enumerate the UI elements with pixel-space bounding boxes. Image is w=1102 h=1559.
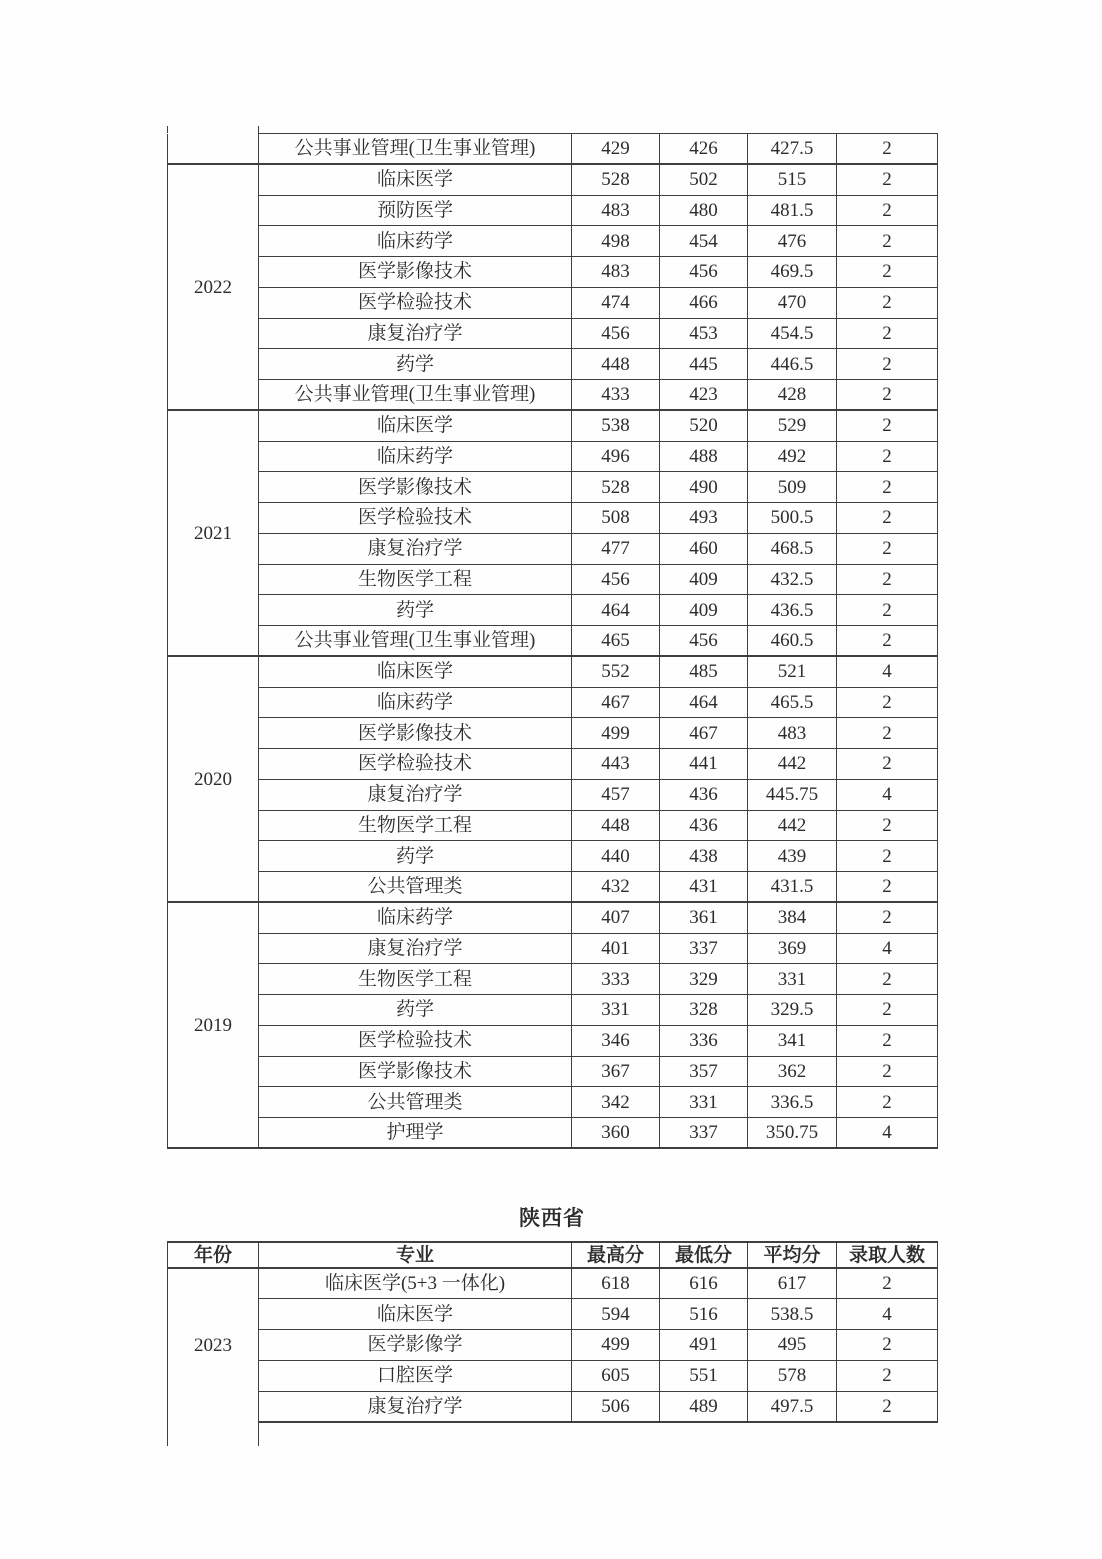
major-cell: 康复治疗学	[259, 1391, 572, 1422]
admit-count-cell: 2	[837, 472, 938, 503]
avg-score-cell: 428	[748, 380, 837, 411]
min-score-cell: 409	[660, 564, 748, 595]
min-score-cell: 460	[660, 533, 748, 564]
min-score-cell: 426	[660, 134, 748, 165]
major-cell: 康复治疗学	[259, 779, 572, 810]
avg-score-cell: 492	[748, 441, 837, 472]
min-score-cell: 453	[660, 318, 748, 349]
avg-score-cell: 578	[748, 1360, 837, 1391]
table-row	[168, 810, 938, 841]
year-cell	[168, 134, 259, 165]
table-row	[168, 226, 938, 257]
avg-score-cell: 497.5	[748, 1391, 837, 1422]
admit-count-cell: 2	[837, 533, 938, 564]
max-score-cell: 367	[572, 1056, 660, 1087]
max-score-cell: 429	[572, 134, 660, 165]
admit-count-cell: 2	[837, 902, 938, 933]
admit-count-cell: 2	[837, 318, 938, 349]
column-header: 年份	[168, 1242, 259, 1268]
avg-score-cell: 468.5	[748, 533, 837, 564]
admit-count-cell: 2	[837, 410, 938, 441]
max-score-cell: 465	[572, 626, 660, 657]
major-cell: 临床医学(5+3 一体化)	[259, 1268, 572, 1299]
avg-score-cell: 329.5	[748, 995, 837, 1026]
admit-count-cell: 2	[837, 964, 938, 995]
admit-count-cell: 2	[837, 1087, 938, 1118]
admit-count-cell: 4	[837, 779, 938, 810]
table-row	[168, 841, 938, 872]
max-score-cell: 474	[572, 287, 660, 318]
avg-score-cell: 436.5	[748, 595, 837, 626]
min-score-cell: 454	[660, 226, 748, 257]
admit-count-cell: 2	[837, 1268, 938, 1299]
min-score-cell: 490	[660, 472, 748, 503]
avg-score-cell: 495	[748, 1330, 837, 1361]
major-cell: 药学	[259, 349, 572, 380]
table-row	[168, 134, 938, 165]
min-score-cell: 480	[660, 195, 748, 226]
max-score-cell: 483	[572, 257, 660, 288]
max-score-cell: 433	[572, 380, 660, 411]
table-row	[168, 995, 938, 1026]
max-score-cell: 552	[572, 656, 660, 687]
max-score-cell: 360	[572, 1118, 660, 1149]
table-row	[168, 472, 938, 503]
table-body	[168, 1268, 938, 1422]
year-column-continuation-line	[167, 126, 168, 133]
max-score-cell: 440	[572, 841, 660, 872]
min-score-cell: 361	[660, 902, 748, 933]
max-score-cell: 456	[572, 318, 660, 349]
table-row	[168, 164, 938, 195]
avg-score-cell: 431.5	[748, 872, 837, 903]
table-row	[168, 380, 938, 411]
max-score-cell: 594	[572, 1299, 660, 1330]
admit-count-cell: 2	[837, 257, 938, 288]
avg-score-cell: 362	[748, 1056, 837, 1087]
year-cell: 2021	[168, 410, 259, 656]
year-cell: 2019	[168, 902, 259, 1148]
admit-count-cell: 2	[837, 1025, 938, 1056]
avg-score-cell: 470	[748, 287, 837, 318]
table-row	[168, 257, 938, 288]
avg-score-cell: 442	[748, 810, 837, 841]
major-cell: 公共事业管理(卫生事业管理)	[259, 380, 572, 411]
major-cell: 医学影像技术	[259, 257, 572, 288]
major-cell: 临床医学	[259, 164, 572, 195]
max-score-cell: 496	[572, 441, 660, 472]
table-row	[168, 779, 938, 810]
avg-score-cell: 460.5	[748, 626, 837, 657]
avg-score-cell: 521	[748, 656, 837, 687]
max-score-cell: 467	[572, 687, 660, 718]
major-cell: 医学影像学	[259, 1330, 572, 1361]
min-score-cell: 489	[660, 1391, 748, 1422]
admit-count-cell: 2	[837, 626, 938, 657]
min-score-cell: 336	[660, 1025, 748, 1056]
max-score-cell: 528	[572, 472, 660, 503]
admit-count-cell: 2	[837, 718, 938, 749]
max-score-cell: 346	[572, 1025, 660, 1056]
max-score-cell: 477	[572, 533, 660, 564]
admit-count-cell: 2	[837, 564, 938, 595]
avg-score-cell: 509	[748, 472, 837, 503]
min-score-cell: 467	[660, 718, 748, 749]
major-cell: 康复治疗学	[259, 318, 572, 349]
admit-count-cell: 2	[837, 1330, 938, 1361]
min-score-cell: 493	[660, 503, 748, 534]
major-cell: 药学	[259, 995, 572, 1026]
table-row	[168, 1330, 938, 1361]
min-score-cell: 423	[660, 380, 748, 411]
admit-count-cell: 2	[837, 841, 938, 872]
avg-score-cell: 446.5	[748, 349, 837, 380]
major-cell: 药学	[259, 841, 572, 872]
section-title: 陕西省	[519, 1206, 585, 1230]
min-score-cell: 488	[660, 441, 748, 472]
major-cell: 护理学	[259, 1118, 572, 1149]
avg-score-cell: 454.5	[748, 318, 837, 349]
table-row	[168, 287, 938, 318]
avg-score-cell: 500.5	[748, 503, 837, 534]
major-cell: 口腔医学	[259, 1360, 572, 1391]
major-cell: 临床医学	[259, 1299, 572, 1330]
major-cell: 临床药学	[259, 902, 572, 933]
column-header: 平均分	[748, 1242, 837, 1268]
max-score-cell: 331	[572, 995, 660, 1026]
major-cell: 公共事业管理(卫生事业管理)	[259, 134, 572, 165]
major-cell: 医学检验技术	[259, 503, 572, 534]
major-cell: 预防医学	[259, 195, 572, 226]
year-cell: 2023	[168, 1268, 259, 1422]
table-row	[168, 503, 938, 534]
major-cell: 康复治疗学	[259, 933, 572, 964]
min-score-cell: 464	[660, 687, 748, 718]
table-header	[168, 1242, 938, 1268]
table-row	[168, 195, 938, 226]
major-cell: 公共管理类	[259, 872, 572, 903]
avg-score-cell: 341	[748, 1025, 837, 1056]
avg-score-cell: 427.5	[748, 134, 837, 165]
column-header: 录取人数	[837, 1242, 938, 1268]
major-cell: 临床药学	[259, 441, 572, 472]
max-score-cell: 605	[572, 1360, 660, 1391]
table-row	[168, 626, 938, 657]
avg-score-cell: 476	[748, 226, 837, 257]
max-score-cell: 499	[572, 1330, 660, 1361]
max-score-cell: 499	[572, 718, 660, 749]
admit-count-cell: 2	[837, 349, 938, 380]
max-score-cell: 342	[572, 1087, 660, 1118]
min-score-cell: 456	[660, 257, 748, 288]
min-score-cell: 436	[660, 810, 748, 841]
major-cell: 医学影像技术	[259, 718, 572, 749]
major-cell: 生物医学工程	[259, 810, 572, 841]
max-score-cell: 528	[572, 164, 660, 195]
min-score-cell: 616	[660, 1268, 748, 1299]
admit-count-cell: 2	[837, 810, 938, 841]
table-row	[168, 318, 938, 349]
min-score-cell: 328	[660, 995, 748, 1026]
table-row	[168, 872, 938, 903]
avg-score-cell: 331	[748, 964, 837, 995]
min-score-cell: 491	[660, 1330, 748, 1361]
major-cell: 康复治疗学	[259, 533, 572, 564]
major-cell: 公共管理类	[259, 1087, 572, 1118]
admit-count-cell: 2	[837, 164, 938, 195]
max-score-cell: 333	[572, 964, 660, 995]
max-score-cell: 464	[572, 595, 660, 626]
min-score-cell: 337	[660, 933, 748, 964]
max-score-cell: 508	[572, 503, 660, 534]
table-row	[168, 441, 938, 472]
admit-count-cell: 4	[837, 1299, 938, 1330]
max-score-cell: 448	[572, 810, 660, 841]
year-column-continuation-line	[258, 126, 259, 133]
table-row	[168, 533, 938, 564]
avg-score-cell: 529	[748, 410, 837, 441]
min-score-cell: 520	[660, 410, 748, 441]
admit-count-cell: 2	[837, 134, 938, 165]
major-cell: 医学检验技术	[259, 287, 572, 318]
major-cell: 药学	[259, 595, 572, 626]
max-score-cell: 506	[572, 1391, 660, 1422]
min-score-cell: 456	[660, 626, 748, 657]
avg-score-cell: 445.75	[748, 779, 837, 810]
max-score-cell: 443	[572, 749, 660, 780]
avg-score-cell: 483	[748, 718, 837, 749]
major-cell: 临床药学	[259, 687, 572, 718]
major-cell: 医学检验技术	[259, 1025, 572, 1056]
admit-count-cell: 2	[837, 1056, 938, 1087]
max-score-cell: 407	[572, 902, 660, 933]
avg-score-cell: 481.5	[748, 195, 837, 226]
min-score-cell: 337	[660, 1118, 748, 1149]
admit-count-cell: 2	[837, 995, 938, 1026]
min-score-cell: 516	[660, 1299, 748, 1330]
column-header: 专业	[259, 1242, 572, 1268]
admit-count-cell: 2	[837, 1391, 938, 1422]
table-row	[168, 1299, 938, 1330]
min-score-cell: 357	[660, 1056, 748, 1087]
table-row	[168, 687, 938, 718]
table-row	[168, 1118, 938, 1149]
admit-count-cell: 4	[837, 933, 938, 964]
max-score-cell: 498	[572, 226, 660, 257]
shaanxi-admission-scores-table	[167, 1241, 938, 1423]
admit-count-cell: 2	[837, 287, 938, 318]
avg-score-cell: 439	[748, 841, 837, 872]
table-row	[168, 1087, 938, 1118]
min-score-cell: 445	[660, 349, 748, 380]
max-score-cell: 401	[572, 933, 660, 964]
column-header: 最高分	[572, 1242, 660, 1268]
table-row	[168, 1056, 938, 1087]
avg-score-cell: 369	[748, 933, 837, 964]
max-score-cell: 456	[572, 564, 660, 595]
major-cell: 临床医学	[259, 656, 572, 687]
major-cell: 临床药学	[259, 226, 572, 257]
year-cell: 2022	[168, 164, 259, 410]
avg-score-cell: 538.5	[748, 1299, 837, 1330]
table-row	[168, 564, 938, 595]
admit-count-cell: 2	[837, 195, 938, 226]
major-cell: 公共事业管理(卫生事业管理)	[259, 626, 572, 657]
table-body	[168, 134, 938, 1149]
avg-score-cell: 336.5	[748, 1087, 837, 1118]
max-score-cell: 618	[572, 1268, 660, 1299]
major-cell: 临床医学	[259, 410, 572, 441]
table-row	[168, 410, 938, 441]
table-row	[168, 656, 938, 687]
admit-count-cell: 2	[837, 749, 938, 780]
min-score-cell: 436	[660, 779, 748, 810]
table-row	[168, 1360, 938, 1391]
table-row	[168, 964, 938, 995]
year-column-continuation-line	[167, 1421, 168, 1446]
min-score-cell: 502	[660, 164, 748, 195]
table-row	[168, 718, 938, 749]
column-header: 最低分	[660, 1242, 748, 1268]
avg-score-cell: 469.5	[748, 257, 837, 288]
avg-score-cell: 432.5	[748, 564, 837, 595]
min-score-cell: 551	[660, 1360, 748, 1391]
table-row	[168, 349, 938, 380]
major-cell: 医学检验技术	[259, 749, 572, 780]
admission-scores-table-continuation	[167, 133, 938, 1149]
table-row	[168, 595, 938, 626]
admit-count-cell: 4	[837, 656, 938, 687]
admit-count-cell: 2	[837, 687, 938, 718]
admit-count-cell: 2	[837, 441, 938, 472]
admit-count-cell: 2	[837, 226, 938, 257]
admit-count-cell: 2	[837, 503, 938, 534]
major-cell: 医学影像技术	[259, 1056, 572, 1087]
admit-count-cell: 2	[837, 595, 938, 626]
table-row	[168, 902, 938, 933]
avg-score-cell: 617	[748, 1268, 837, 1299]
table-row	[168, 749, 938, 780]
max-score-cell: 432	[572, 872, 660, 903]
max-score-cell: 448	[572, 349, 660, 380]
major-cell: 医学影像技术	[259, 472, 572, 503]
min-score-cell: 409	[660, 595, 748, 626]
avg-score-cell: 442	[748, 749, 837, 780]
max-score-cell: 483	[572, 195, 660, 226]
header-row	[168, 1242, 938, 1268]
admit-count-cell: 4	[837, 1118, 938, 1149]
admit-count-cell: 2	[837, 1360, 938, 1391]
avg-score-cell: 465.5	[748, 687, 837, 718]
year-column-continuation-line	[258, 1421, 259, 1446]
avg-score-cell: 350.75	[748, 1118, 837, 1149]
table-row	[168, 1391, 938, 1422]
table-row	[168, 1268, 938, 1299]
max-score-cell: 538	[572, 410, 660, 441]
min-score-cell: 331	[660, 1087, 748, 1118]
min-score-cell: 441	[660, 749, 748, 780]
min-score-cell: 431	[660, 872, 748, 903]
admit-count-cell: 2	[837, 872, 938, 903]
min-score-cell: 485	[660, 656, 748, 687]
max-score-cell: 457	[572, 779, 660, 810]
min-score-cell: 329	[660, 964, 748, 995]
major-cell: 生物医学工程	[259, 564, 572, 595]
admit-count-cell: 2	[837, 380, 938, 411]
year-cell: 2020	[168, 656, 259, 902]
table-row	[168, 933, 938, 964]
min-score-cell: 438	[660, 841, 748, 872]
min-score-cell: 466	[660, 287, 748, 318]
table-row	[168, 1025, 938, 1056]
major-cell: 生物医学工程	[259, 964, 572, 995]
avg-score-cell: 515	[748, 164, 837, 195]
avg-score-cell: 384	[748, 902, 837, 933]
